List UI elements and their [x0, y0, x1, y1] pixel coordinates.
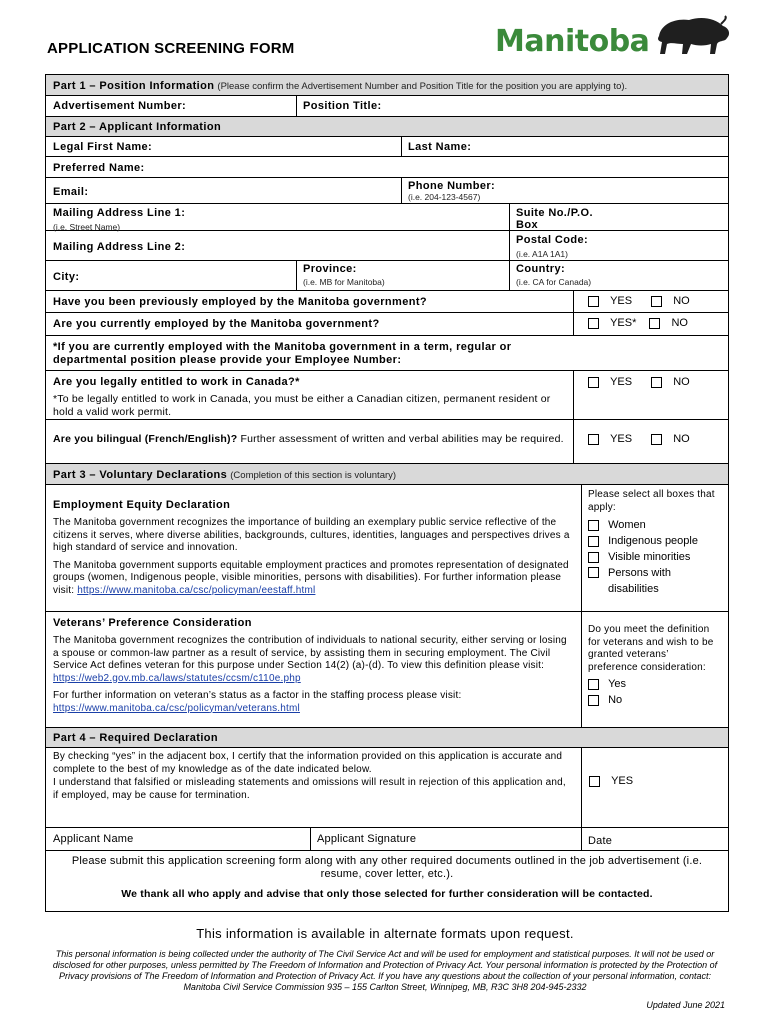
equity-indigenous-checkbox[interactable] [588, 536, 599, 547]
form-frame [45, 74, 729, 912]
veterans-row [46, 612, 728, 728]
postal-hint: (i.e. A1A 1A1) [516, 249, 568, 259]
part2-header [46, 117, 728, 137]
privacy-notice: This personal information is being collected under the authority of The Civil Service Act and will be used for employment and statistical purposes. It will not be used or disclosed for other purposes, unless permitted by The Freedom of Information and Protection of Privacy Act. Your personal information is protected by the Protection of Privacy provisions of The Freedom of Information and Protection of Privacy Act. If you have any questions about the collection of your personal information, contact: Manitoba Civil Service Commission 935 – 155 Carlton Street, Winnipeg, MB, R3C 3H8 204-945-2332 [52, 949, 718, 992]
curr-employed-yes-checkbox[interactable] [588, 318, 599, 329]
declaration-paragraph-2: I understand that falsified or misleading statements and omissions will result in rejection of this application and, if employed, may be cause for termination. [53, 777, 566, 801]
suite-field[interactable]: Suite No./P.O. Box [516, 207, 593, 231]
equity-row [46, 485, 728, 612]
curr-employed-no-checkbox[interactable] [649, 318, 660, 329]
submit-section [46, 851, 728, 905]
part4-header [46, 728, 728, 748]
equity-select-note: Please select all boxes that apply: [588, 489, 715, 513]
city-row [46, 261, 728, 291]
equity-women-label: Women [608, 519, 646, 531]
province-hint: (i.e. MB for Manitoba) [303, 277, 385, 287]
veterans-link-1[interactable]: https://web2.gov.mb.ca/laws/statutes/ccsm/c110e.php [53, 672, 301, 684]
bilingual-yes-label: YES [610, 433, 633, 445]
province-label: Province: [303, 263, 357, 275]
veterans-no-label: No [608, 694, 623, 706]
equity-paragraph-1: The Manitoba government recognizes the importance of building an exemplary public service reflective of the citizens it serves, where diverse abilities, backgrounds, cultures, identities, languages and perspectives drives a high standard of service and innovation. [53, 517, 570, 553]
mailing1-row [46, 204, 728, 231]
equity-indigenous-label: Indigenous people [608, 535, 698, 547]
phone-label: Phone Number: [408, 180, 496, 192]
position-title-field[interactable]: Position Title: [303, 100, 382, 112]
legal-no-checkbox[interactable] [651, 377, 662, 388]
postal-code-field[interactable] [509, 231, 728, 260]
declaration-row [46, 748, 728, 828]
equity-options [588, 517, 721, 597]
equity-visible-minorities-label: Visible minorities [608, 551, 691, 563]
country-field[interactable] [509, 261, 728, 290]
declaration-yes-label: YES [611, 775, 634, 787]
legal-question: Are you legally entitled to work in Canada?* [53, 376, 300, 388]
bison-icon [653, 14, 733, 58]
employee-number-row [46, 336, 728, 371]
legal-note: *To be legally entitled to work in Canada, you must be either a Canadian citizen, permanent resident or hold a valid work permit. [53, 393, 551, 418]
signature-row [46, 828, 728, 851]
veterans-title: Veterans’ Preference Consideration [53, 617, 252, 629]
email-row [46, 178, 728, 204]
bilingual-yes-checkbox[interactable] [588, 434, 599, 445]
name-row [46, 137, 728, 157]
bilingual-question [46, 420, 573, 463]
bilingual-question-bold: Are you bilingual (French/English)? [53, 433, 238, 445]
phone-hint: (i.e. 204-123-4567) [408, 192, 481, 202]
manitoba-logo [495, 14, 735, 64]
legal-no-label: NO [673, 376, 690, 388]
curr-employed-no-label: NO [671, 317, 688, 329]
legal-first-name-field[interactable]: Legal First Name: [53, 141, 153, 153]
date-field[interactable]: Date [588, 835, 613, 847]
curr-employed-question: Are you currently employed by the Manitoba government? [53, 318, 380, 330]
part1-heading: Part 1 – Position Information [53, 80, 215, 92]
bilingual-question-rest: Further assessment of written and verbal abilities may be required. [237, 433, 564, 445]
veterans-link-2[interactable]: https://www.manitoba.ca/csc/policyman/veterans.html [53, 702, 300, 714]
mailing-address-1-field[interactable] [46, 204, 509, 230]
equity-link[interactable]: https://www.manitoba.ca/csc/policyman/eestaff.html [77, 584, 316, 596]
email-field[interactable]: Email: [53, 186, 89, 198]
mailing1-label: Mailing Address Line 1: [53, 207, 186, 219]
bilingual-no-checkbox[interactable] [651, 434, 662, 445]
declaration-paragraph-1: By checking “yes” in the adjacent box, I certify that the information provided on this application is accurate and complete to the best of my knowledge as of the date indicated below. [53, 751, 563, 775]
veterans-yes-label: Yes [608, 678, 627, 690]
part3-header [46, 464, 728, 485]
veterans-yes-checkbox[interactable] [588, 679, 599, 690]
part2-heading: Part 2 – Applicant Information [53, 121, 222, 133]
legal-yes-checkbox[interactable] [588, 377, 599, 388]
bilingual-no-label: NO [673, 433, 690, 445]
country-label: Country: [516, 263, 566, 275]
prev-employed-yes-checkbox[interactable] [588, 296, 599, 307]
legal-yes-label: YES [610, 376, 633, 388]
veterans-question: Do you meet the definition for veterans and wish to be granted veterans’ preference consideration: [588, 624, 714, 673]
prev-employed-question: Have you been previously employed by the Manitoba government? [53, 296, 428, 308]
equity-title: Employment Equity Declaration [53, 499, 231, 511]
mailing1-hint: (i.e. Street Name) [53, 222, 121, 232]
prev-employed-yes-label: YES [610, 295, 633, 307]
submit-line: Please submit this application screening form along with any other required documents outlined in the job advertisement (i.e. resume, cover letter, etc.). [71, 855, 703, 880]
preferred-name-field[interactable]: Preferred Name: [53, 162, 145, 174]
equity-disabilities-checkbox[interactable] [588, 567, 599, 578]
last-name-field[interactable]: Last Name: [408, 141, 472, 153]
part3-note: (Completion of this section is voluntary) [230, 470, 397, 481]
part1-note: (Please confirm the Advertisement Number and Position Title for the position you are applying to). [217, 81, 628, 92]
equity-women-checkbox[interactable] [588, 520, 599, 531]
logo-text: Manitoba [495, 24, 650, 59]
equity-paragraph-2 [53, 560, 574, 598]
preferred-row [46, 157, 728, 178]
applicant-signature-field[interactable]: Applicant Signature [317, 833, 417, 845]
veterans-paragraph-2: For further information on veteran’s status as a factor in the staffing process please visit: [53, 690, 462, 701]
prev-employed-no-label: NO [673, 295, 690, 307]
updated-date: Updated June 2021 [646, 1000, 725, 1010]
part4-heading: Part 4 – Required Declaration [53, 732, 219, 744]
thanks-line: We thank all who apply and advise that only those selected for further consideration will be contacted. [121, 888, 653, 900]
equity-disabilities-label: Persons with disabilities [608, 567, 671, 595]
form-title: APPLICATION SCREENING FORM [47, 40, 295, 57]
province-field[interactable] [296, 261, 509, 290]
alt-formats-note: This information is available in alternate formats upon request. [196, 926, 574, 941]
curr-employed-row [46, 313, 728, 336]
prev-employed-no-checkbox[interactable] [651, 296, 662, 307]
bilingual-row [46, 420, 728, 464]
part3-heading: Part 3 – Voluntary Declarations [53, 469, 228, 481]
phone-number-field[interactable] [401, 178, 728, 203]
applicant-name-field[interactable]: Applicant Name [53, 833, 134, 845]
veterans-paragraph-1 [53, 635, 574, 685]
veterans-paragraph-1-text: The Manitoba government recognizes the contribution of individuals to national security, either serving or losing a spouse or common-law partner as a result of service, by assisting them in securing employment. The Civil Service Act defines veteran for this purpose under Section 14(2) (a)-(d). To view this definition please visit: [53, 635, 567, 671]
equity-visible-minorities-checkbox[interactable] [588, 552, 599, 563]
country-hint: (i.e. CA for Canada) [516, 277, 592, 287]
postal-label: Postal Code: [516, 234, 589, 246]
equity-paragraph-2-text: The Manitoba government supports equitable employment practices and promotes representation of designated groups (women, Indigenous people, visible minorities, persons with disabilities). For further information please visit: [53, 559, 569, 596]
curr-employed-yes-label: YES* [610, 317, 637, 329]
employee-number-field[interactable]: *If you are currently employed with the Manitoba government in a term, regular or departmental position please provide your Employee Number: [53, 341, 512, 366]
legal-row [46, 371, 728, 420]
prev-employed-row [46, 291, 728, 313]
ad-number-field[interactable]: Advertisement Number: [53, 100, 187, 112]
mailing-address-2-field[interactable]: Mailing Address Line 2: [53, 241, 186, 253]
veterans-no-checkbox[interactable] [588, 695, 599, 706]
position-row [46, 96, 728, 117]
declaration-yes-checkbox[interactable] [589, 776, 600, 787]
mailing2-row [46, 231, 728, 261]
city-field[interactable]: City: [53, 271, 80, 283]
part1-header [46, 75, 728, 96]
